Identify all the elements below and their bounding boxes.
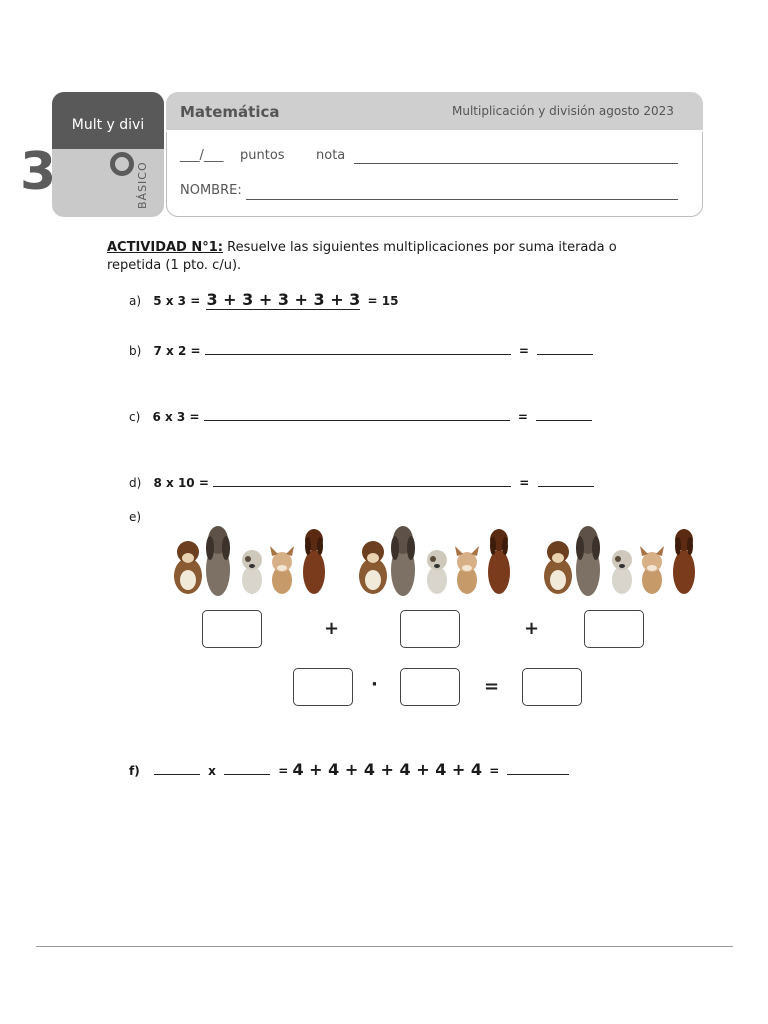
given-sum: 4 + 4 + 4 + 4 + 4 + 4 [292, 760, 482, 779]
equals-sign: = [484, 676, 500, 697]
dogs-illustration [166, 518, 326, 598]
result-answer-line[interactable] [538, 486, 594, 487]
subject-short: Mult y divi [52, 92, 164, 149]
name-field[interactable] [246, 199, 678, 200]
exercise-letter: f) [129, 764, 140, 778]
sum-answer-line[interactable] [204, 420, 510, 421]
result-answer-line[interactable] [537, 354, 593, 355]
factor-box-2[interactable] [400, 668, 460, 706]
degree-symbol [110, 152, 134, 176]
dog-icon [242, 550, 262, 594]
dog-icon [359, 541, 387, 594]
sum-answer-line[interactable] [205, 354, 511, 355]
dog-icon [427, 550, 447, 594]
exercise-letter: d) [129, 476, 142, 490]
grade-label: nota [316, 148, 346, 163]
product-box[interactable] [522, 668, 582, 706]
times-sign: · [371, 674, 378, 695]
equals-sign: = [517, 410, 528, 424]
equals-sign: = [489, 764, 500, 778]
dog-icon [576, 526, 600, 596]
exercise-c [129, 410, 592, 424]
factor-answer-line[interactable] [224, 774, 270, 775]
exercise-a [129, 290, 398, 309]
dog-icon [455, 546, 479, 594]
dog-icon [488, 529, 510, 594]
result-answer-line[interactable] [536, 420, 592, 421]
points-label: puntos [240, 148, 285, 163]
dog-icon [544, 541, 572, 594]
activity-text: Resuelve las siguientes multiplicaciones por suma iterada o repetida (1 pto. c/u). [107, 240, 617, 273]
grade-field[interactable] [354, 163, 678, 164]
dog-group-3 [536, 518, 696, 598]
exercise-b [129, 344, 593, 358]
plus-sign: + [524, 618, 540, 639]
worksheet-subtitle: Multiplicación y división agosto 2023 [452, 104, 674, 118]
dog-icon [612, 550, 632, 594]
exercise-expression: 8 x 10 = [153, 476, 209, 490]
student-info-box [166, 132, 703, 217]
dogs-illustration [536, 518, 696, 598]
subject-title: Matemática [180, 103, 280, 121]
dogs-illustration [351, 518, 511, 598]
exercise-d [129, 476, 594, 490]
addend-box-1[interactable] [202, 610, 262, 648]
sum-answer-line[interactable] [213, 486, 511, 487]
exercise-expression: 6 x 3 = [152, 410, 200, 424]
plus-sign: + [324, 618, 340, 639]
result-answer-line[interactable] [507, 774, 569, 775]
dog-icon [303, 529, 325, 594]
dog-group-2 [351, 518, 511, 598]
exercise-letter: e) [129, 510, 142, 524]
footer-divider [36, 946, 733, 947]
exercise-letter: a) [129, 294, 142, 308]
example-sum: 3 + 3 + 3 + 3 + 3 [206, 290, 361, 309]
exercise-letter: c) [129, 410, 141, 424]
exercise-expression: 5 x 3 = [153, 294, 201, 308]
times-sign: x [208, 764, 216, 778]
dog-icon [174, 541, 202, 594]
exercise-e [129, 510, 141, 524]
factor-answer-line[interactable] [154, 774, 200, 775]
exercise-f [129, 760, 569, 779]
score-blank[interactable]: ___/___ [180, 148, 224, 163]
dog-icon [270, 546, 294, 594]
grade-level: BÁSICO [136, 161, 149, 209]
dog-icon [640, 546, 664, 594]
addend-box-2[interactable] [400, 610, 460, 648]
equals-sign: = [278, 764, 289, 778]
dog-icon [673, 529, 695, 594]
dog-group-1 [166, 518, 326, 598]
exercise-letter: b) [129, 344, 142, 358]
activity-instruction [107, 239, 667, 275]
equals-sign: = [519, 476, 530, 490]
dog-icon [206, 526, 230, 596]
activity-label: ACTIVIDAD N°1: [107, 240, 223, 255]
name-label: NOMBRE: [180, 183, 242, 198]
dog-icon [391, 526, 415, 596]
addend-box-3[interactable] [584, 610, 644, 648]
exercise-expression: 7 x 2 = [153, 344, 201, 358]
factor-box-1[interactable] [293, 668, 353, 706]
equals-sign: = [518, 344, 529, 358]
grade-number: 3 [20, 142, 57, 202]
example-result: = 15 [367, 294, 399, 308]
